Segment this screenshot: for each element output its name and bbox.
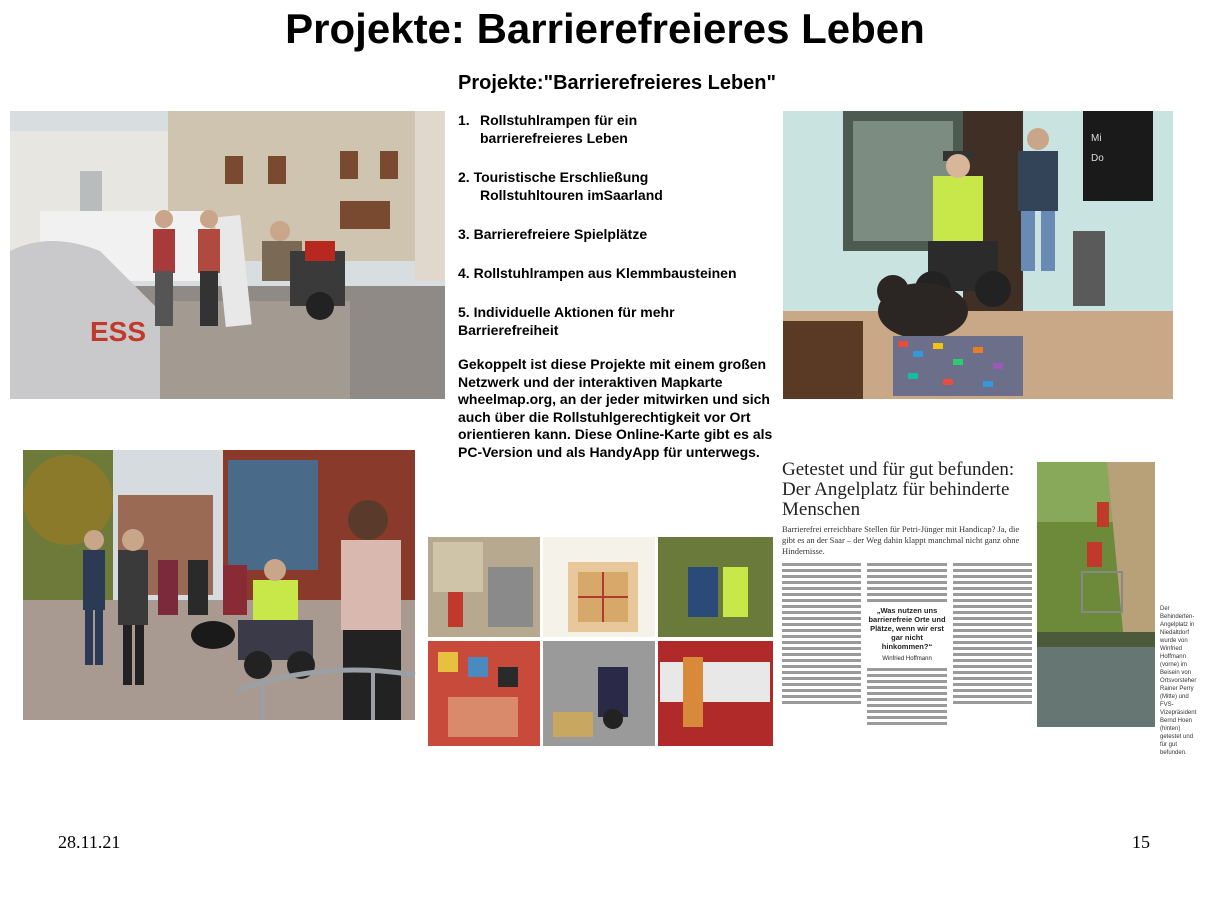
project-item-1 — [458, 111, 778, 147]
newspaper-photo-caption: Der Behinderten-Angelplatz in Niedaltdorf wurde von Winfried Hoffmann (vorne) im Beisein von Ortsvorsteher Rainer Perry (Mitte) und FVS-Vizepräsident Bernd Hoen (hinten) getestet und für gut befunden. — [1160, 606, 1197, 756]
project-item-text-line2: Rollstuhltouren imSaarland — [480, 187, 663, 203]
project-item-number: 1. — [458, 112, 470, 128]
newspaper-column-1 — [782, 563, 861, 728]
newspaper-column-3 — [953, 563, 1032, 728]
project-item-text: Touristische Erschließung — [473, 169, 649, 185]
project-item-text-line2: barrierefreieres Leben — [480, 130, 628, 146]
newspaper-quote: „Was nutzen uns barrierefreie Orte und Plätze, wenn wir erst gar nicht hinkommen?“ — [868, 606, 946, 651]
newspaper-lede: Barrierefrei erreichbare Stellen für Petri-Jünger mit Handicap? Ja, die gibt es an der Saar – der Weg dahin klappt manchmal nicht ganz ohne Hindernisse. — [782, 524, 1020, 556]
newspaper-photo-fishing-spot — [1037, 462, 1155, 727]
photo-group-outdoors — [23, 450, 415, 720]
photo-street-ramp — [10, 111, 445, 399]
newspaper-columns — [782, 563, 1032, 728]
newspaper-headline: Getestet und für gut befunden: Der Angelplatz für behinderte Menschen — [782, 459, 1015, 520]
project-item-text: Rollstuhlrampen für ein — [480, 112, 638, 128]
svg-text:Do: Do — [1091, 153, 1104, 164]
project-item-text: Individuelle Aktionen für mehr Barrierefreiheit — [458, 304, 675, 338]
slide-page-number: 15 — [1132, 832, 1150, 852]
project-item-text: Rollstuhlrampen aus Klemmbausteinen — [473, 265, 737, 281]
project-item-3 — [458, 225, 778, 243]
project-list-heading: Projekte:"Barrierefreieres Leben" — [458, 72, 776, 94]
project-list-panel — [458, 72, 778, 461]
project-item-2 — [458, 168, 778, 204]
newspaper-quote-author: Winfried Hoffmann — [882, 656, 932, 662]
photo-collage-tourism — [428, 537, 773, 746]
project-item-number: 3. — [458, 226, 470, 242]
project-item-number: 2. — [458, 169, 470, 185]
photo-shop-entrance — [783, 111, 1173, 399]
newspaper-clipping — [782, 459, 1200, 756]
newspaper-column-2 — [867, 563, 946, 728]
project-item-text: Barrierefreiere Spielplätze — [473, 226, 648, 242]
project-item-5 — [458, 303, 778, 339]
svg-text:Mi: Mi — [1091, 133, 1102, 144]
project-item-number: 5. — [458, 304, 470, 320]
network-paragraph: Gekoppelt ist diese Projekte mit einem großen Netzwerk und der interaktiven Mapkarte wheelmap.org, an der jeder mitwirken und sich auch über die Rollstuhlgerechtigkeit vor Ort orientieren kann. Diese Online-Karte gibt es als PC-Version und als HandyApp für unterwegs. — [458, 356, 773, 460]
slide-date: 28.11.21 — [58, 832, 121, 852]
project-item-number: 4. — [458, 265, 470, 281]
svg-text:ESS: ESS — [90, 316, 147, 347]
project-item-4 — [458, 264, 778, 282]
slide-title: Projekte: Barrierefreieres Leben — [285, 5, 925, 52]
